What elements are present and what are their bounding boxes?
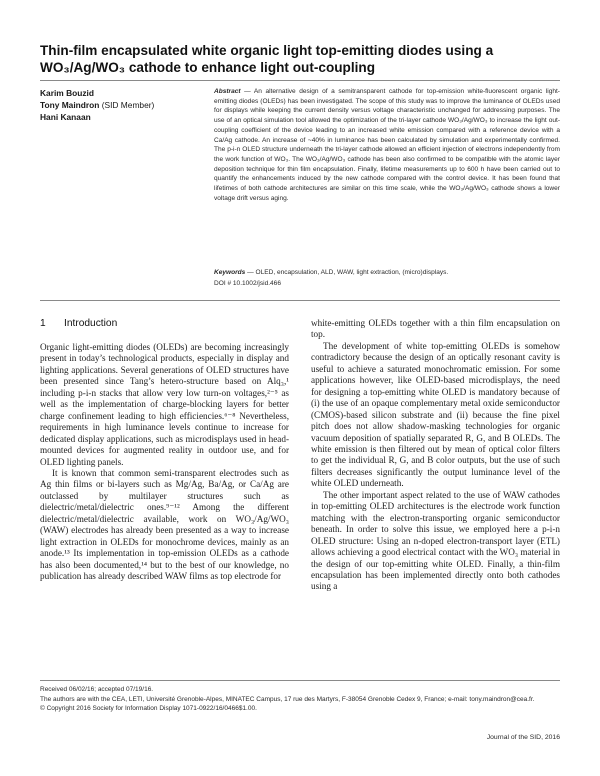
body-paragraph: white-emitting OLEDs together with a thin film encapsulation on top.: [311, 318, 560, 340]
author-item: [40, 111, 210, 123]
footnote-received: Received 06/02/16; accepted 07/19/16.: [40, 686, 154, 693]
section-number: 1: [40, 318, 46, 329]
footnote-copyright: © Copyright 2016 Society for Information Display 1071-0922/16/0466$1.00.: [40, 705, 257, 713]
author-list: [40, 87, 210, 123]
journal-footer: Journal of the SID, 2016: [486, 734, 560, 741]
keywords-text: — OLED, encapsulation, ALD, WAW, light extraction, (micro)displays.: [247, 269, 449, 276]
body-paragraph: The other important aspect related to the use of WAW cathodes in top-emitting OLED architectures is the electrode work function matching with the electron-transporting organic semiconductor beneath. In order to solve this issue, we employed here a p-i-n OLED structure: Using an n-doped electron-transport layer (ETL) allows achieving a good electrical contact with the WO₃ material in the design of our top-emitting white OLED. Finally, a thin-film encapsulation has been implemented directly onto both cathodes using a: [311, 489, 560, 592]
doi: DOI # 10.1002/jsid.466: [214, 280, 281, 287]
section-rule: [40, 300, 560, 301]
author-note: (SID Member): [101, 100, 155, 110]
keywords-label: Keywords: [214, 269, 246, 276]
keywords: [214, 268, 560, 278]
header-rule: [40, 80, 560, 81]
author-item: [40, 99, 210, 111]
author-name: Hani Kanaan: [40, 112, 91, 122]
section-heading: [40, 318, 117, 329]
footnote-affiliation: The authors are with the CEA, LETI, Université Grenoble-Alpes, MINATEC Campus, 17 rue des Martyrs, F-38054 Grenoble Cedex 9, France; e-mail: tony.maindron@cea.fr.: [40, 695, 535, 703]
body-column-left: [40, 342, 289, 583]
abstract-text: — An alternative design of a semitransparent cathode for top-emission white-fluorescent organic light-emitting diodes (OLEDs) has been investigated. The scope of this study was to improve the luminance of OLEDs used for displays while keeping the current density versus voltage characteristic unchanged for addressing purposes. The use of an optical simulation tool allowed the optimization of the tri-layer cathode WO₃/Ag/WO₃ to increase the light out-coupling coefficient of the device leading to an increased white emission compared with a reference device with a Ca/Ag cathode. An increase of ~40% in luminance has been calculated by simulation and experimentally confirmed. The p-i-n OLED structure underneath the tri-layer cathode allowed an efficient injection of electrons independently from the work function of WO₃. The WO₃/Ag/WO₃ cathode has been also confirmed to be compatible with the atomic layer deposition technique for thin film encapsulation. Finally, lifetime measurements up to 600 h have been carried out to quantify the enhancements induced by the new cathode compared with the control device. It has been found that lifetimes of both cathode architectures are similar on this time scale, while the WO₃/Ag/WO₃ cathode shows a lower voltage drift versus aging.: [214, 88, 560, 202]
section-title: Introduction: [64, 318, 118, 329]
author-item: [40, 87, 210, 99]
footnotes: [40, 685, 560, 714]
footnote-rule: [40, 680, 560, 681]
author-name: Tony Maindron: [40, 100, 100, 110]
body-column-right: [311, 318, 560, 593]
abstract-label: Abstract: [214, 88, 241, 95]
body-paragraph: Organic light-emitting diodes (OLEDs) are becoming increasingly present in today’s technological products, especially in display and lighting applications. Several generations of OLED structures have been presented since Tang’s hetero-structure based on Alq₃,¹ including p-i-n stacks that allow very low turn-on voltages,²⁻⁵ as well as the implementation of charge-blocking layers for better charge confinement leading to high efficiencies.⁶⁻⁸ Nevertheless, requirements in high luminance levels continue to increase for dedicated display applications, such as microdisplays used in head-mounted devices for augmented reality in outdoor use, and for OLED lighting panels.: [40, 342, 289, 467]
article-title: Thin-film encapsulated white organic light top-emitting diodes using a WO₃/Ag/WO₃ cathode to enhance light out-coupling: [40, 43, 494, 75]
author-name: Karim Bouzid: [40, 88, 94, 98]
body-paragraph: The development of white top-emitting OLEDs is somehow contradictory because the design of an optically resonant cavity is useful to achieve a saturated monochromatic emission. For some applications however, like OLED-based microdisplays, the need for designing a top-emitting white OLED is mandatory because of (i) the use of an opaque complementary metal oxide semiconductor (CMOS)-based silicon substrate and (ii) because the fine pixel pitch does not allow shadow-masking technologies for organic vacuum deposition of spatially separated R, G, and B OLEDs. The white emission is then filtered out by mean of optical color filters to get the individual R, G, and B color outputs, but the use of such filters decreases significantly the output luminance level of the white OLED underneath.: [311, 340, 560, 489]
abstract: [214, 87, 560, 203]
body-paragraph: It is known that common semi-transparent electrodes such as Ag thin films or bi-layers such as Mg/Ag, Ba/Ag, or Ca/Ag are outclassed by multilayer structures such as dielectric/metal/dielectric ones.⁹⁻¹² Among the different dielectric/metal/dielectric available, work on WO₃/Ag/WO₃ (WAW) electrodes has already been presented as a way to increase light extraction in OLEDs for monochrome devices, mainly as an anode.¹³ Its implementation in top-emission OLEDs as a cathode has also been documented,¹⁴ but to the best of our knowledge, no publication has already described WAW films as top electrode for: [40, 467, 289, 582]
